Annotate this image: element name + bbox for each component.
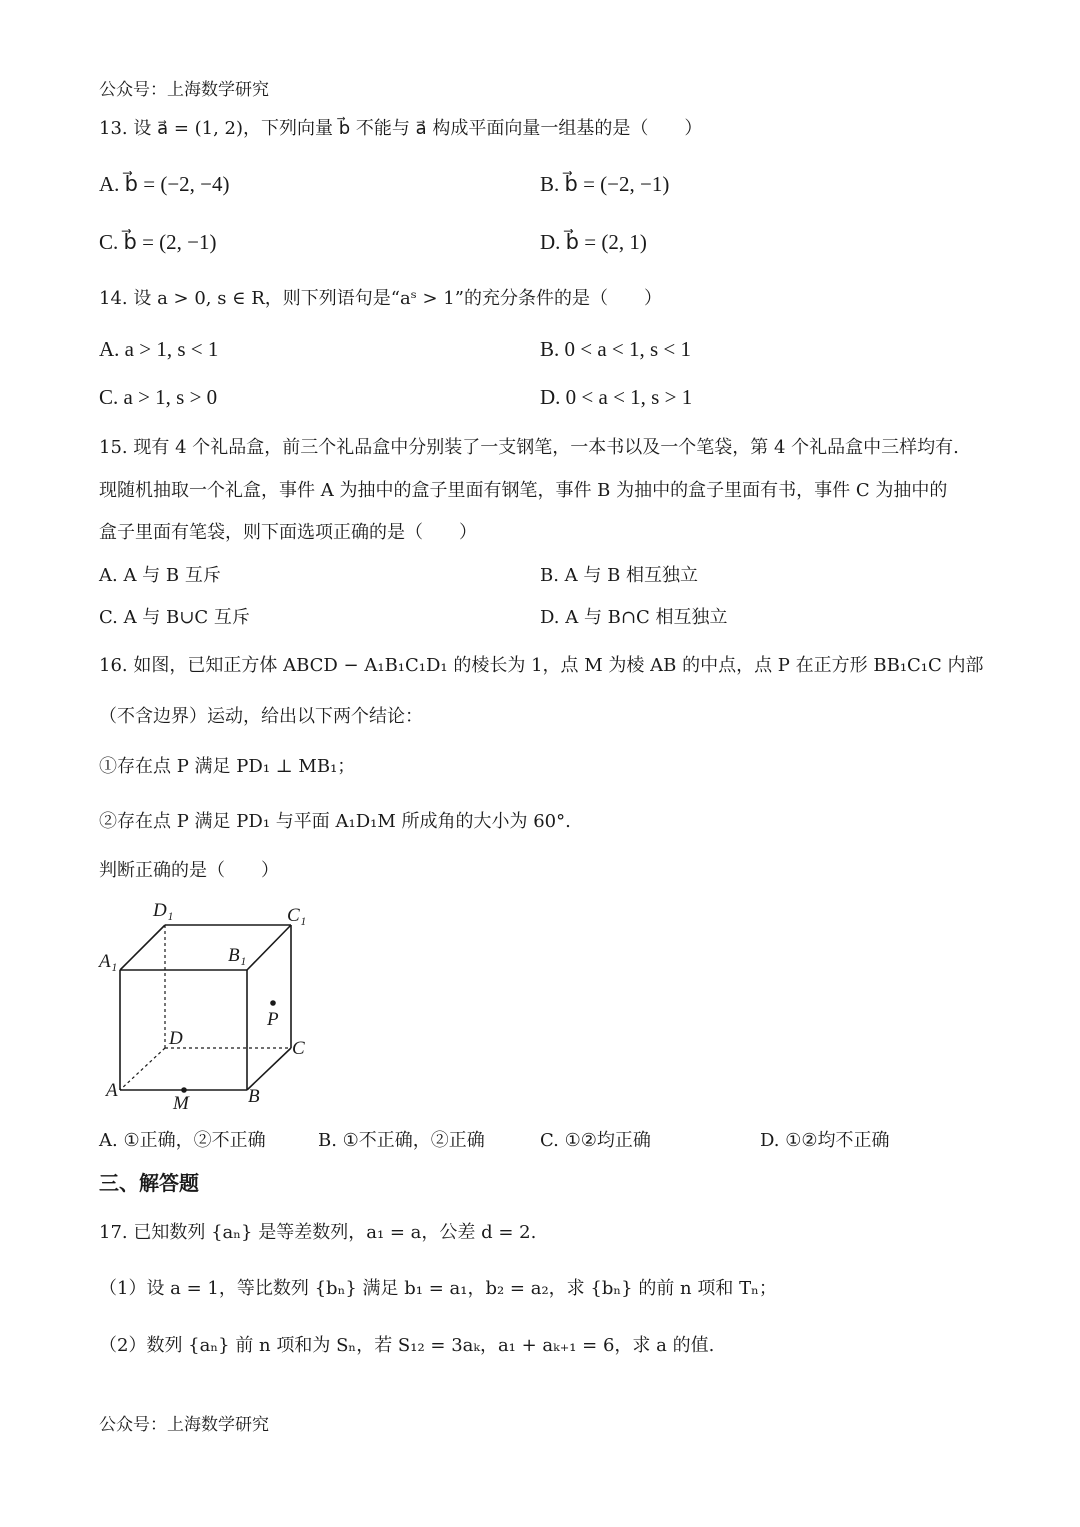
q14-option-a: A. a > 1, s < 1 xyxy=(99,337,219,361)
label-b: B xyxy=(248,1086,260,1107)
question-16-conclusion-2: ②存在点 P 满足 PD₁ 与平面 A₁D₁M 所成角的大小为 60°. xyxy=(99,811,571,832)
q15-option-d: D. A 与 B∩C 相互独立 xyxy=(540,607,728,628)
label-a: A xyxy=(106,1080,118,1101)
page-header: 公众号：上海数学研究 xyxy=(99,80,269,100)
cube-figure xyxy=(95,895,325,1120)
question-16-prompt: 判断正确的是（ ） xyxy=(99,860,279,881)
page-footer: 公众号：上海数学研究 xyxy=(99,1415,269,1435)
q14-option-b: B. 0 < a < 1, s < 1 xyxy=(540,337,692,361)
label-c: C xyxy=(292,1038,305,1059)
q16-option-c: C. ①②均正确 xyxy=(540,1130,651,1151)
question-15-stem-line-2: 现随机抽取一个礼盒，事件 A 为抽中的盒子里面有钢笔，事件 B 为抽中的盒子里面有书，事件 C 为抽中的 xyxy=(99,480,948,501)
question-17-part-2: （2）数列 {aₙ} 前 n 项和为 Sₙ，若 S₁₂ = 3aₖ，a₁ + aₖ₊₁ = 6，求 a 的值. xyxy=(99,1335,715,1356)
point-p xyxy=(270,1000,276,1006)
question-15-stem-line-1: 15. 现有 4 个礼品盒，前三个礼品盒中分别装了一支钢笔，一本书以及一个笔袋，第 4 个礼品盒中三样均有. xyxy=(99,437,959,458)
q16-option-a: A. ①正确，②不正确 xyxy=(99,1130,266,1151)
label-c1: C₁ xyxy=(287,905,307,926)
q14-option-c: C. a > 1, s > 0 xyxy=(99,385,218,409)
question-16-conclusion-1: ①存在点 P 满足 PD₁ ⊥ MB₁； xyxy=(99,756,356,777)
label-d: D xyxy=(169,1028,183,1049)
q14-option-d: D. 0 < a < 1, s > 1 xyxy=(540,385,693,409)
q15-option-a: A. A 与 B 互斥 xyxy=(99,565,221,586)
section-title: 三、解答题 xyxy=(99,1171,199,1195)
q16-option-d: D. ①②均不正确 xyxy=(760,1130,890,1151)
label-p: P xyxy=(267,1009,279,1030)
question-17-part-1: （1）设 a = 1，等比数列 {bₙ} 满足 b₁ = a₁，b₂ = a₂，求 {bₙ} 的前 n 项和 Tₙ； xyxy=(99,1278,777,1299)
question-17-stem: 17. 已知数列 {aₙ} 是等差数列，a₁ = a，公差 d = 2. xyxy=(99,1222,537,1243)
question-15-stem-line-3: 盒子里面有笔袋，则下面选项正确的是（ ） xyxy=(99,522,477,543)
q16-option-b: B. ①不正确，②正确 xyxy=(318,1130,485,1151)
label-a1: A₁ xyxy=(99,951,118,972)
q13-option-c: C. b⃗ = (2, −1) xyxy=(99,230,217,254)
point-m xyxy=(181,1087,187,1093)
question-16-stem-line-1: 16. 如图，已知正方体 ABCD − A₁B₁C₁D₁ 的棱长为 1，点 M 为棱 AB 的中点，点 P 在正方形 BB₁C₁C 内部 xyxy=(99,655,984,676)
q13-option-a: A. b⃗ = (−2, −4) xyxy=(99,172,230,196)
q13-option-b: B. b⃗ = (−2, −1) xyxy=(540,172,670,196)
edge-c1-b1 xyxy=(247,925,291,970)
hidden-edge-d-a xyxy=(120,1048,165,1090)
question-16-stem-line-2: （不含边界）运动，给出以下两个结论： xyxy=(99,706,423,727)
q13-option-d: D. b⃗ = (2, 1) xyxy=(540,230,647,254)
question-13-stem: 13. 设 a⃗ = (1, 2)，下列向量 b⃗ 不能与 a⃗ 构成平面向量一组基的是（ ） xyxy=(99,118,703,139)
label-d1: D₁ xyxy=(153,900,174,921)
edge-a1-d1 xyxy=(120,925,165,970)
q15-option-c: C. A 与 B∪C 互斥 xyxy=(99,607,250,628)
q15-option-b: B. A 与 B 相互独立 xyxy=(540,565,699,586)
label-b1: B₁ xyxy=(228,945,247,966)
label-m: M xyxy=(173,1093,189,1114)
question-14-stem: 14. 设 a > 0, s ∈ R，则下列语句是“aˢ > 1”的充分条件的是（ ） xyxy=(99,288,662,309)
edge-c-b xyxy=(247,1048,291,1090)
